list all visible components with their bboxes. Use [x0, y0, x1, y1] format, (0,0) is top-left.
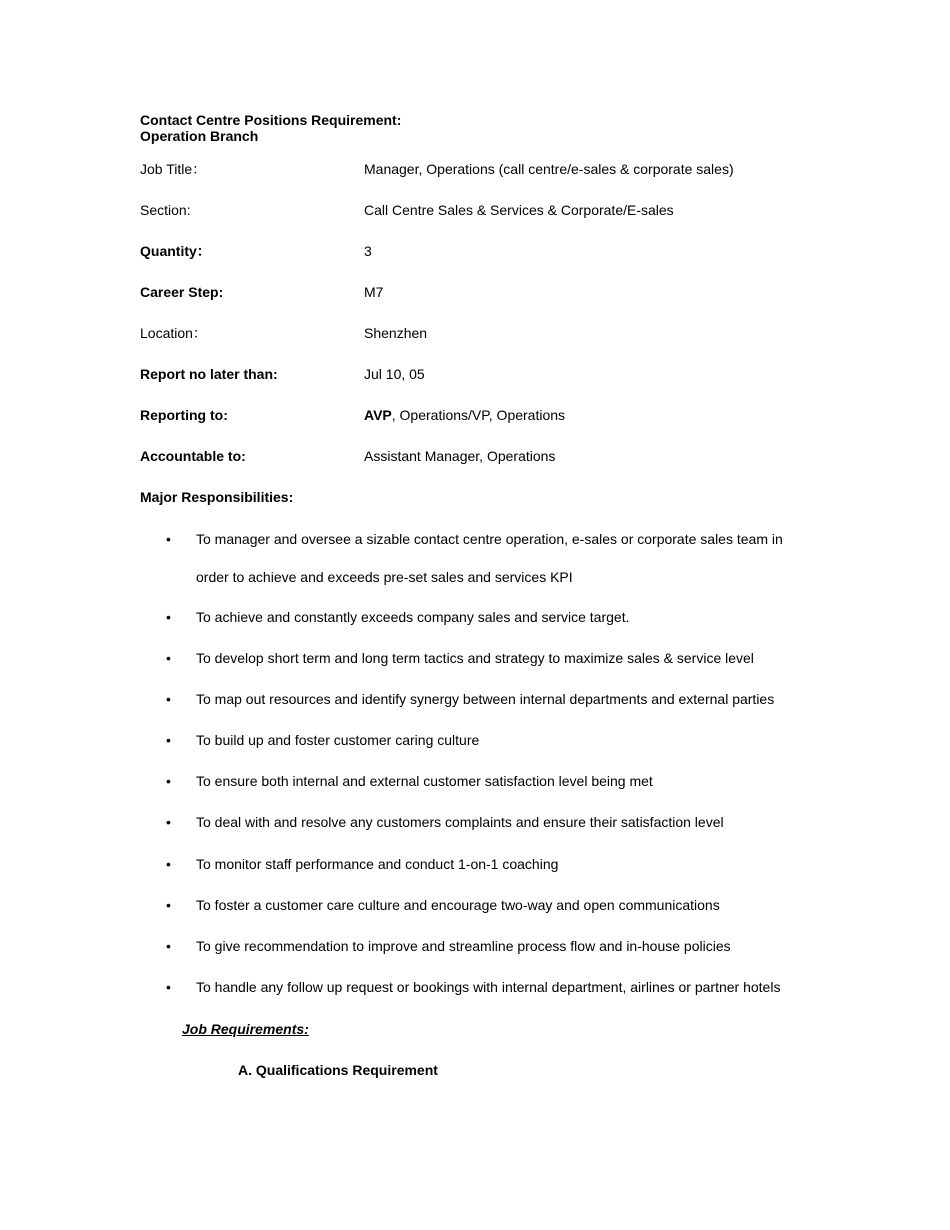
- field-value: Manager, Operations (call centre/e-sales & corporate sales): [364, 161, 734, 177]
- bullet-icon: •: [166, 732, 171, 748]
- list-item-text: To deal with and resolve any customers complaints and ensure their satisfaction level: [196, 814, 724, 830]
- field-reporting-to: [140, 405, 840, 425]
- list-item-text: To ensure both internal and external customer satisfaction level being met: [196, 773, 653, 789]
- job-requirements-heading: Job Requirements:: [182, 1021, 309, 1037]
- field-label: Location：: [140, 325, 207, 341]
- field-value: Assistant Manager, Operations: [364, 448, 556, 464]
- list-item-text: To foster a customer care culture and encourage two-way and open communications: [196, 897, 720, 913]
- field-value: Shenzhen: [364, 325, 428, 341]
- bullet-icon: •: [166, 650, 171, 666]
- field-value-rest: , Operations/VP, Operations: [391, 407, 566, 423]
- field-value: Call Centre Sales & Services & Corporate/E-sales: [364, 202, 674, 218]
- list-item-text: To monitor staff performance and conduct 1-on-1 coaching: [196, 856, 559, 872]
- bullet-icon: •: [166, 814, 171, 830]
- title-line-2: Operation Branch: [140, 128, 259, 144]
- bullet-icon: •: [166, 773, 171, 789]
- bullet-icon: •: [166, 938, 171, 954]
- list-item-text: To achieve and constantly exceeds company sales and service target.: [196, 609, 630, 625]
- field-location: [140, 323, 840, 343]
- list-item-text: To give recommendation to improve and streamline process flow and in-house policies: [196, 938, 731, 954]
- qualifications-heading: A. Qualifications Requirement: [238, 1062, 438, 1078]
- list-item-text: To build up and foster customer caring culture: [196, 732, 480, 748]
- bullet-icon: •: [166, 979, 171, 995]
- list-item-text: To develop short term and long term tactics and strategy to maximize sales & service level: [196, 650, 754, 666]
- field-value: Jul 10, 05: [364, 366, 425, 382]
- field-label: Career Step:: [140, 284, 224, 300]
- title-line-1: Contact Centre Positions Requirement:: [140, 112, 402, 128]
- responsibilities-heading: Major Responsibilities:: [140, 489, 294, 505]
- list-item-text: To map out resources and identify synergy between internal departments and external parties: [196, 691, 775, 707]
- field-value: 3: [364, 243, 372, 259]
- list-item-text: To manager and oversee a sizable contact centre operation, e-sales or corporate sales team in order to achieve and exceeds pre-set sales and services KPI: [196, 531, 783, 585]
- field-label: Quantity：: [140, 243, 211, 259]
- field-quantity: [140, 241, 840, 261]
- list-item-text: To handle any follow up request or bookings with internal department, airlines or partner hotels: [196, 979, 781, 995]
- field-label: Job Title：: [140, 161, 207, 177]
- field-label: Reporting to:: [140, 407, 228, 423]
- field-value: M7: [364, 284, 384, 300]
- bullet-icon: •: [166, 691, 171, 707]
- document-title: [140, 112, 401, 144]
- bullet-icon: •: [166, 531, 171, 547]
- bullet-icon: •: [166, 609, 171, 625]
- field-label: Section:: [140, 202, 191, 218]
- bullet-icon: •: [166, 897, 171, 913]
- field-label: Report no later than:: [140, 366, 278, 382]
- field-label: Accountable to:: [140, 448, 246, 464]
- field-accountable-to: [140, 446, 840, 466]
- field-report-date: [140, 364, 840, 384]
- bullet-icon: •: [166, 856, 171, 872]
- field-section: [140, 200, 840, 220]
- field-value-bold: AVP: [364, 407, 392, 423]
- field-value: [364, 405, 565, 425]
- field-career-step: [140, 282, 840, 302]
- field-job-title: [140, 159, 840, 179]
